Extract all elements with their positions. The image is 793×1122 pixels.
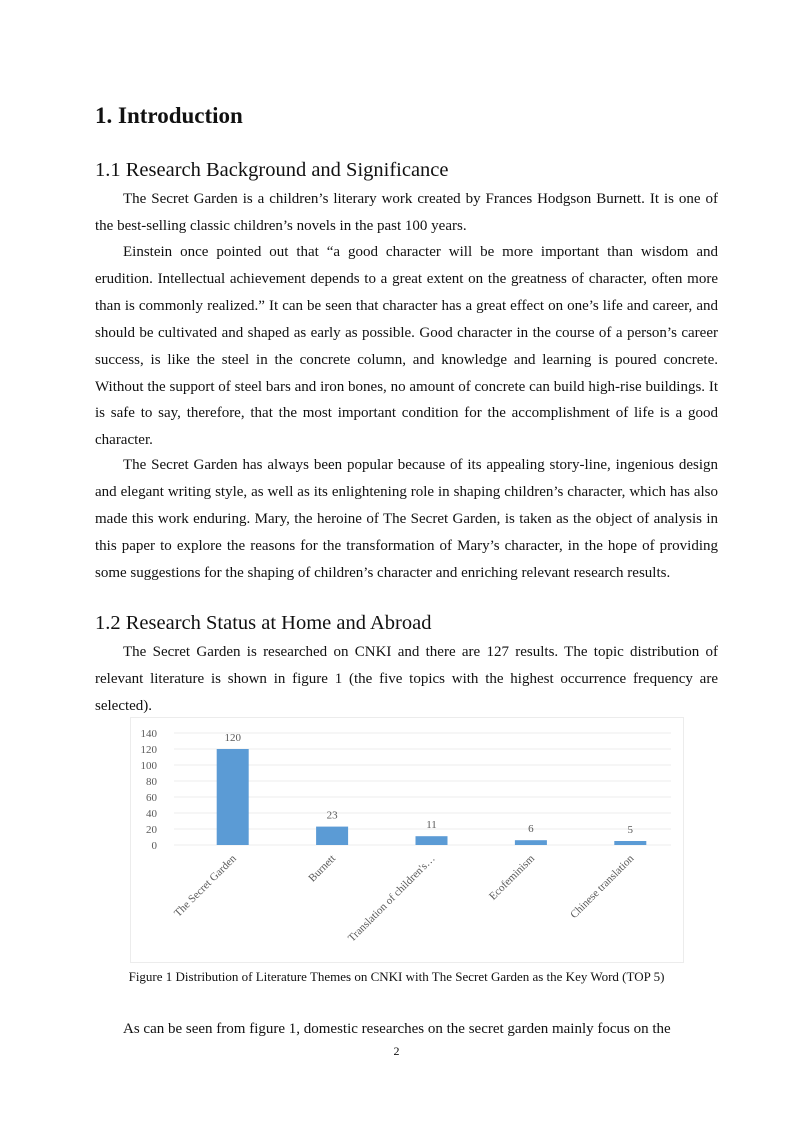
data-label: 120 <box>224 732 241 744</box>
bar <box>217 749 249 845</box>
data-label: 5 <box>627 824 634 836</box>
paragraph-status-1: The Secret Garden is researched on CNKI and there are 127 results. The topic distribution of relevant literature is shown in figure 1 (the five topics with the highest occurrence frequency are selected). <box>95 644 718 714</box>
paragraph-background-1: The Secret Garden is a children’s literary work created by Frances Hodgson Burnett. It is one of the best-selling classic children’s novels in the past 100 years. <box>95 191 718 234</box>
data-label: 23 <box>326 809 338 822</box>
bar <box>515 840 547 845</box>
figure-caption: Figure 1 Distribution of Literature Themes on CNKI with The Secret Garden as the Key Word (TOP 5) <box>128 969 665 984</box>
y-tick-label: 40 <box>146 808 157 820</box>
bar-chart-canvas <box>131 718 683 962</box>
section-heading-status: 1.2 Research Status at Home and Abroad <box>95 612 432 634</box>
data-label: 6 <box>528 823 534 836</box>
x-tick-label: Chinese translation <box>568 852 637 921</box>
y-tick-label: 100 <box>140 760 157 772</box>
y-tick-label: 60 <box>146 792 157 804</box>
x-tick-label: Ecofeminism <box>487 852 538 903</box>
x-tick-label: Burnett <box>306 852 339 885</box>
y-tick-label: 80 <box>146 776 157 788</box>
chapter-heading: 1. Introduction <box>95 103 243 128</box>
section-heading-background: 1.1 Research Background and Significance <box>95 159 449 181</box>
y-tick-label: 140 <box>140 728 157 740</box>
x-tick-label: The Secret Garden <box>172 852 239 920</box>
paragraph-background-2: Einstein once pointed out that “a good character will be more important than wisdom and erudition. Intellectual achievement depends to a great extent on the greatness of character, often more than is commonly realized.” It can be seen that character has a great effect on one’s life and career, and should be cultivated and shaped as early as possible. Good character in the course of a person’s career success, is like the steel in the concrete column, and knowledge and learning is poured concrete. Without the support of steel bars and iron bones, no amount of concrete can build high-rise buildings. It is safe to say, therefore, that the most important condition for the accomplishment of life is a good character. <box>95 244 718 449</box>
paragraph-closing: As can be seen from figure 1, domestic researches on the secret garden mainly focus on the <box>123 1021 671 1037</box>
page-number: 2 <box>393 1044 400 1058</box>
paragraph-background-3: The Secret Garden has always been popular because of its appealing story-line, ingenious design and elegant writing style, as well as its enlightening role in shaping children’s character, which has also made this work enduring. Mary, the heroine of The Secret Garden, is taken as the object of analysis in this paper to explore the reasons for the transformation of Mary’s character, in the hope of providing some suggestions for the shaping of children’s character and enriching relevant research results. <box>95 457 718 581</box>
topic-distribution-chart <box>130 717 684 963</box>
x-tick-label: Translation of children's… <box>345 852 438 945</box>
y-tick-label: 0 <box>151 840 157 852</box>
y-tick-label: 120 <box>140 744 157 756</box>
bar <box>416 836 448 845</box>
bar <box>614 841 646 845</box>
bar <box>316 827 348 845</box>
data-label: 11 <box>426 819 437 832</box>
y-tick-label: 20 <box>146 824 157 836</box>
